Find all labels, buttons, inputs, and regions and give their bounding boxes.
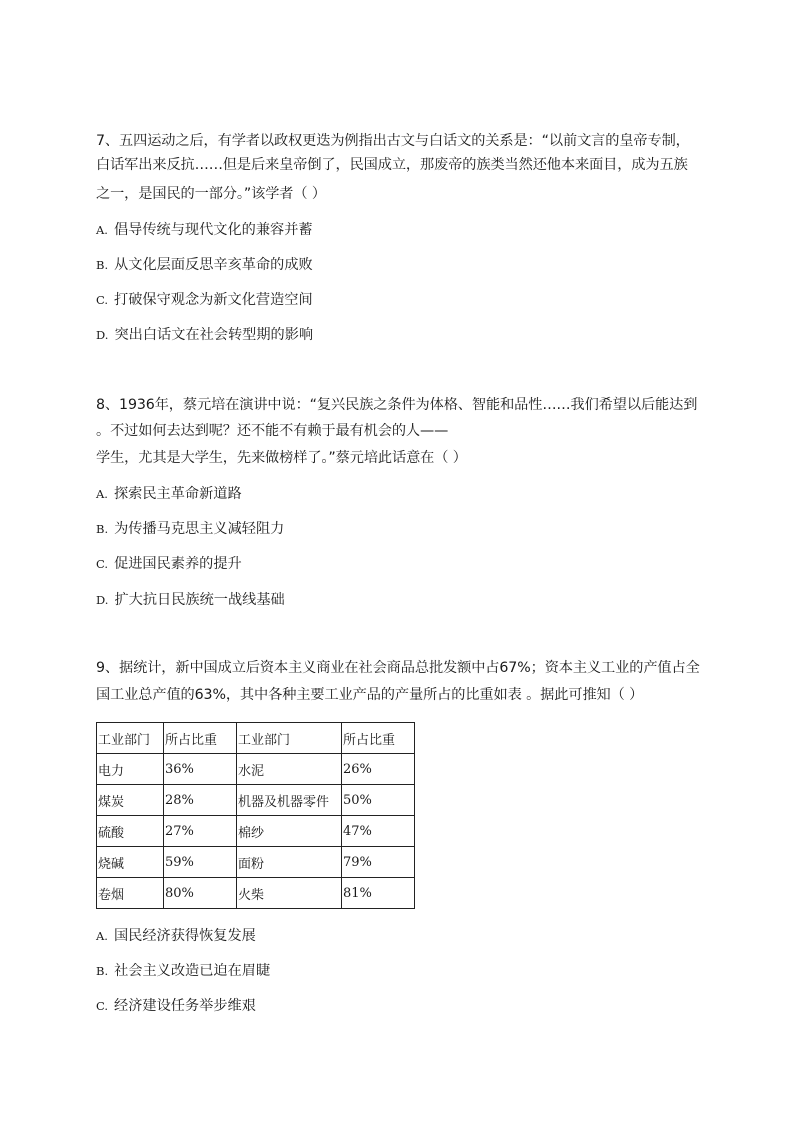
- option-text: 为传播马克思主义减轻阻力: [114, 521, 285, 537]
- table-cell: 面粉: [237, 847, 342, 878]
- option-letter: A.: [96, 487, 108, 501]
- option-text: 打破保守观念为新文化营造空间: [114, 292, 313, 308]
- option-text: 突出白话文在社会转型期的影响: [114, 327, 314, 343]
- table-cell: 电力: [97, 754, 164, 785]
- question-7-stem-line-3: 之一，是国民的一部分。”该学者（ ）: [96, 186, 326, 202]
- table-cell: 81%: [342, 878, 415, 909]
- question-9-stem-line-1: 9、据统计，新中国成立后资本主义商业在社会商品总批发额中占67%；资本主义工业的产值占全: [96, 660, 700, 676]
- table-cell: 79%: [342, 847, 415, 878]
- table-cell: 50%: [342, 785, 415, 816]
- option-text: 倡导传统与现代文化的兼容并蓄: [113, 222, 313, 238]
- table-cell: 26%: [342, 754, 415, 785]
- option-text: 经济建设任务举步维艰: [114, 998, 256, 1014]
- table-cell: 棉纱: [237, 816, 342, 847]
- question-8-option-c[interactable]: [96, 554, 242, 574]
- table-header-cell: 工业部门: [237, 723, 342, 754]
- option-text: 国民经济获得恢复发展: [113, 928, 256, 944]
- question-7-stem-line-1: 7、五四运动之后，有学者以政权更迭为例指出古文与白话文的关系是：“以前文言的皇帝专制，: [96, 133, 690, 149]
- table-cell: 36%: [164, 754, 237, 785]
- option-letter: B.: [96, 258, 109, 272]
- question-8-stem-line-1: 8、1936年，蔡元培在演讲中说：“复兴民族之条件为体格、智能和品性……我们希望以后能达到: [96, 397, 698, 413]
- question-8-option-b[interactable]: [96, 519, 284, 539]
- table-cell: 煤炭: [97, 785, 164, 816]
- question-7-option-a[interactable]: [96, 220, 313, 240]
- option-letter: C.: [96, 293, 109, 307]
- table-cell: 火柴: [237, 878, 342, 909]
- option-letter: C.: [96, 557, 109, 571]
- option-letter: D.: [96, 328, 109, 342]
- question-9-option-b[interactable]: [96, 961, 270, 981]
- industry-share-table: [96, 722, 415, 909]
- question-8-stem-line-3: 学生，尤其是大学生，先来做榜样了。”蔡元培此话意在（ ）: [96, 450, 467, 466]
- table-cell: 59%: [164, 847, 237, 878]
- option-letter: A.: [96, 929, 108, 943]
- question-7-option-c[interactable]: [96, 290, 313, 310]
- option-text: 探索民主革命新道路: [113, 486, 242, 502]
- table-cell: 27%: [164, 816, 237, 847]
- option-text: 促进国民素养的提升: [114, 556, 242, 572]
- table-cell: 28%: [164, 785, 237, 816]
- table-cell: 47%: [342, 816, 415, 847]
- table-row: [97, 785, 415, 816]
- table-cell: 卷烟: [97, 878, 164, 909]
- option-letter: B.: [96, 522, 109, 536]
- table-row: [97, 878, 415, 909]
- table-cell: 80%: [164, 878, 237, 909]
- question-9-stem-line-2: 国工业总产值的63%，其中各种主要工业产品的产量所占的比重如表 。据此可推知（ ）: [96, 687, 644, 703]
- table-cell: 机器及机器零件: [237, 785, 342, 816]
- question-9-option-a[interactable]: [96, 926, 256, 946]
- table-header-cell: 工业部门: [97, 723, 164, 754]
- option-letter: B.: [96, 964, 109, 978]
- question-7-option-d[interactable]: [96, 325, 313, 345]
- question-7-stem-line-2: 白话军出来反抗……但是后来皇帝倒了，民国成立，那废帝的族类当然还他本来面目，成为五族: [96, 157, 688, 173]
- table-cell: 水泥: [237, 754, 342, 785]
- table-header-row: [97, 723, 415, 754]
- table-cell: 硫酸: [97, 816, 164, 847]
- option-letter: A.: [96, 223, 108, 237]
- question-8-option-d[interactable]: [96, 590, 285, 610]
- table-cell: 烧碱: [97, 847, 164, 878]
- option-text: 扩大抗日民族统一战线基础: [114, 592, 285, 608]
- question-9-option-c[interactable]: [96, 996, 256, 1016]
- table-row: [97, 816, 415, 847]
- option-text: 从文化层面反思辛亥革命的成败: [114, 257, 313, 273]
- table-row: [97, 754, 415, 785]
- table-header-cell: 所占比重: [342, 723, 415, 754]
- option-letter: C.: [96, 999, 109, 1013]
- option-letter: D.: [96, 593, 109, 607]
- table-header-cell: 所占比重: [164, 723, 237, 754]
- question-8-stem-line-2: 。不过如何去达到呢？还不能不有赖于最有机会的人——: [96, 423, 449, 439]
- table-row: [97, 847, 415, 878]
- option-text: 社会主义改造已迫在眉睫: [114, 963, 271, 979]
- question-8-option-a[interactable]: [96, 484, 242, 504]
- question-7-option-b[interactable]: [96, 255, 313, 275]
